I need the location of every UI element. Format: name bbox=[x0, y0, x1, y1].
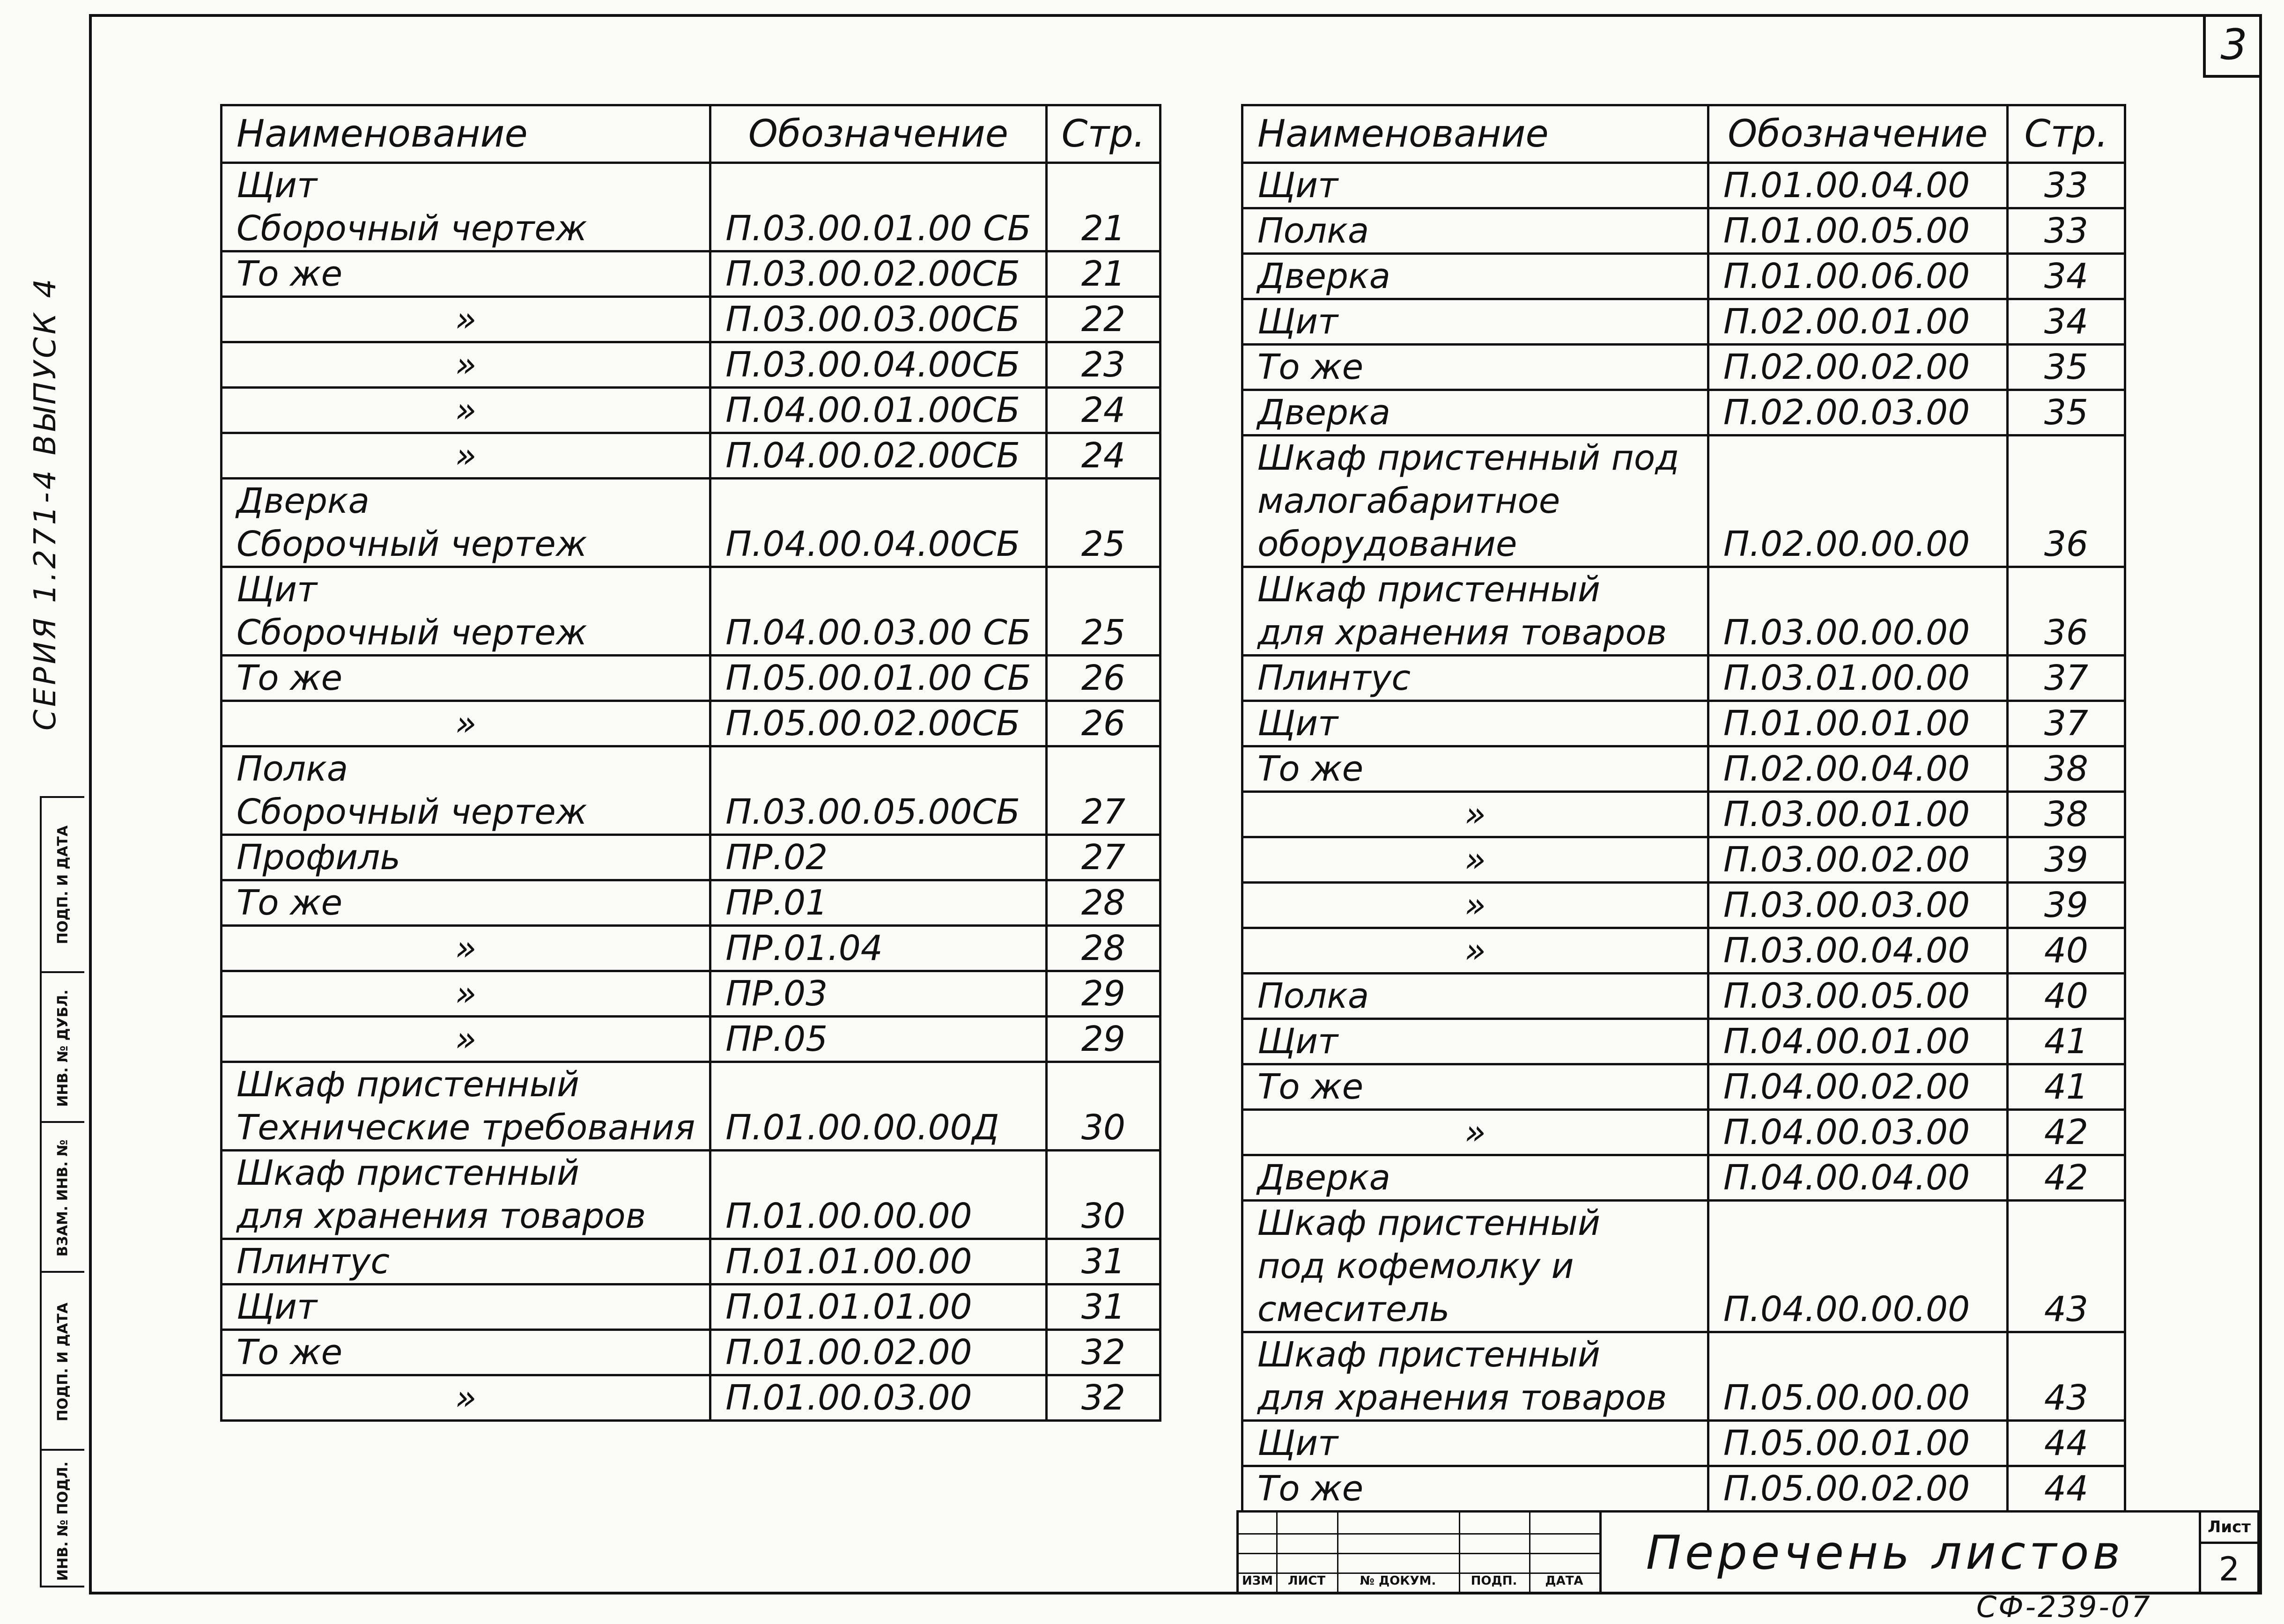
item-page: 22 bbox=[1046, 297, 1160, 342]
item-page: 34 bbox=[2007, 254, 2125, 299]
item-page: 33 bbox=[2007, 208, 2125, 254]
item-page: 28 bbox=[1046, 926, 1160, 971]
item-designation: П.03.00.04.00СБ bbox=[710, 342, 1046, 388]
table-row bbox=[222, 1062, 1160, 1107]
item-designation: П.04.00.03.00 bbox=[1708, 1110, 2007, 1155]
item-name: » bbox=[222, 1375, 710, 1421]
table-row bbox=[222, 790, 1160, 835]
table-row bbox=[222, 656, 1160, 701]
document-code: СФ-239-07 bbox=[1976, 1590, 2152, 1624]
item-designation: П.01.00.00.00Д bbox=[710, 1106, 1046, 1151]
item-name: То же bbox=[1242, 746, 1708, 792]
item-designation bbox=[1708, 1332, 2007, 1377]
item-designation: П.03.00.03.00СБ bbox=[710, 297, 1046, 342]
item-page bbox=[1046, 1151, 1160, 1195]
table-row bbox=[222, 1106, 1160, 1151]
item-page: 33 bbox=[2007, 163, 2125, 208]
item-designation: П.01.00.00.00 bbox=[710, 1195, 1046, 1239]
header-page: Стр. bbox=[1046, 105, 1160, 163]
table-row bbox=[222, 1375, 1160, 1421]
item-name: Полка bbox=[222, 746, 710, 791]
table-row bbox=[222, 523, 1160, 567]
item-name: Профиль bbox=[222, 835, 710, 880]
sheet-value: 2 bbox=[2218, 1550, 2240, 1588]
stamp-label: ИНВ. № ДУБЛ. bbox=[55, 989, 71, 1107]
table-row bbox=[222, 746, 1160, 791]
item-name: » bbox=[1242, 928, 1708, 974]
item-designation: П.01.00.06.00 bbox=[1708, 254, 2007, 299]
item-name: Щит bbox=[1242, 163, 1708, 208]
table-row bbox=[222, 251, 1160, 297]
stamp-label: ВЗАМ. ИНВ. № bbox=[55, 1139, 72, 1257]
sheet-list-table-right bbox=[1241, 104, 2126, 1513]
header-designation: Обозначение bbox=[710, 105, 1046, 163]
item-page: 28 bbox=[1046, 880, 1160, 926]
item-designation: П.05.00.02.00 bbox=[1708, 1466, 2007, 1512]
table-row bbox=[1242, 1155, 2125, 1201]
item-designation: П.04.00.01.00 bbox=[1708, 1019, 2007, 1064]
item-page: 26 bbox=[1046, 656, 1160, 701]
item-page: 31 bbox=[1046, 1284, 1160, 1330]
table-row bbox=[222, 388, 1160, 433]
item-name: Шкаф пристенный bbox=[1242, 567, 1708, 612]
item-name: Шкаф пристенный bbox=[1242, 1201, 1708, 1245]
table-row bbox=[1242, 345, 2125, 390]
item-name: Щит bbox=[222, 1284, 710, 1330]
item-name: для хранения товаров bbox=[1242, 1376, 1708, 1421]
table-row bbox=[1242, 390, 2125, 436]
item-page: 44 bbox=[2007, 1421, 2125, 1466]
item-page: 27 bbox=[1046, 790, 1160, 835]
table-row bbox=[222, 1330, 1160, 1375]
item-name: Технические требования bbox=[222, 1106, 710, 1151]
sheet-list-table-left bbox=[220, 104, 1161, 1422]
item-name: » bbox=[1242, 837, 1708, 883]
item-name: Щит bbox=[1242, 1019, 1708, 1064]
table-row bbox=[222, 342, 1160, 388]
item-page: 40 bbox=[2007, 928, 2125, 974]
item-name: То же bbox=[1242, 345, 1708, 390]
item-name: » bbox=[222, 297, 710, 342]
item-name: » bbox=[222, 971, 710, 1017]
item-name: Дверка bbox=[1242, 254, 1708, 299]
item-designation bbox=[1708, 480, 2007, 523]
item-designation: ПР.02 bbox=[710, 835, 1046, 880]
col-head-date: ДАТА bbox=[1545, 1574, 1583, 1588]
table-row bbox=[222, 1284, 1160, 1330]
header-page: Стр. bbox=[2007, 105, 2125, 163]
item-designation bbox=[1708, 436, 2007, 480]
table-row bbox=[1242, 1421, 2125, 1466]
table-row bbox=[1242, 480, 2125, 523]
item-name: Дверка bbox=[222, 479, 710, 523]
table-row bbox=[222, 479, 1160, 523]
stamp-cell bbox=[42, 1271, 84, 1451]
table-row bbox=[222, 433, 1160, 479]
item-page: 30 bbox=[1046, 1106, 1160, 1151]
item-page: 27 bbox=[1046, 835, 1160, 880]
table-row bbox=[1242, 656, 2125, 701]
item-name: То же bbox=[222, 656, 710, 701]
table-row bbox=[222, 163, 1160, 207]
item-name: Дверка bbox=[1242, 1155, 1708, 1201]
table-row bbox=[1242, 928, 2125, 974]
item-designation: П.03.00.02.00 bbox=[1708, 837, 2007, 883]
table-row bbox=[1242, 701, 2125, 746]
table-row bbox=[1242, 974, 2125, 1019]
item-designation: П.01.01.00.00 bbox=[710, 1239, 1046, 1284]
table-row bbox=[222, 1239, 1160, 1284]
item-designation: ПР.05 bbox=[710, 1017, 1046, 1062]
item-name: Шкаф пристенный bbox=[222, 1151, 710, 1195]
item-designation bbox=[1708, 1245, 2007, 1288]
item-page: 23 bbox=[1046, 342, 1160, 388]
stamp-cell bbox=[42, 1449, 84, 1591]
col-head-signature: ПОДП. bbox=[1471, 1574, 1517, 1588]
item-page: 32 bbox=[1046, 1375, 1160, 1421]
item-page: 44 bbox=[2007, 1466, 2125, 1512]
item-designation: П.03.00.05.00 bbox=[1708, 974, 2007, 1019]
item-page bbox=[2007, 567, 2125, 612]
item-name: под кофемолку и bbox=[1242, 1245, 1708, 1288]
item-designation: П.03.00.02.00СБ bbox=[710, 251, 1046, 297]
item-name: То же bbox=[222, 1330, 710, 1375]
item-designation: П.04.00.03.00 СБ bbox=[710, 611, 1046, 656]
item-name: » bbox=[222, 433, 710, 479]
series-text: СЕРИЯ 1.271-4 ВЫПУСК 4 bbox=[28, 276, 63, 731]
item-designation: П.02.00.04.00 bbox=[1708, 746, 2007, 792]
sheet-label: Лист bbox=[2201, 1513, 2257, 1544]
item-page: 38 bbox=[2007, 746, 2125, 792]
table-row bbox=[1242, 746, 2125, 792]
item-page: 21 bbox=[1046, 207, 1160, 251]
item-designation: П.01.00.03.00 bbox=[710, 1375, 1046, 1421]
item-name: Плинтус bbox=[222, 1239, 710, 1284]
item-designation bbox=[1708, 1201, 2007, 1245]
item-designation: П.05.00.02.00СБ bbox=[710, 701, 1046, 746]
stamp-cell bbox=[42, 971, 84, 1123]
table-row bbox=[1242, 1064, 2125, 1110]
item-designation: П.04.00.00.00 bbox=[1708, 1288, 2007, 1332]
table-row bbox=[222, 880, 1160, 926]
item-designation: П.01.01.01.00 bbox=[710, 1284, 1046, 1330]
table-row bbox=[1242, 1245, 2125, 1288]
stamp-label: ПОДП. И ДАТА bbox=[55, 825, 72, 944]
item-designation: П.05.00.01.00 bbox=[1708, 1421, 2007, 1466]
item-page: 39 bbox=[2007, 883, 2125, 928]
item-designation bbox=[710, 1062, 1046, 1107]
item-page: 42 bbox=[2007, 1155, 2125, 1201]
item-designation: П.04.00.02.00СБ bbox=[710, 433, 1046, 479]
table-row bbox=[222, 926, 1160, 971]
table-row bbox=[1242, 1110, 2125, 1155]
col-head-sheet: ЛИСТ bbox=[1287, 1574, 1326, 1588]
item-page bbox=[2007, 480, 2125, 523]
item-page bbox=[2007, 1201, 2125, 1245]
item-name: Сборочный чертеж bbox=[222, 523, 710, 567]
item-name: » bbox=[222, 926, 710, 971]
item-name: Щит bbox=[1242, 299, 1708, 345]
item-designation: П.01.00.04.00 bbox=[1708, 163, 2007, 208]
item-page: 37 bbox=[2007, 701, 2125, 746]
col-head-change: ИЗМ bbox=[1242, 1574, 1273, 1588]
item-page bbox=[1046, 746, 1160, 791]
item-designation bbox=[710, 567, 1046, 612]
item-designation: П.05.00.00.00 bbox=[1708, 1376, 2007, 1421]
table-row bbox=[1242, 523, 2125, 567]
table-row bbox=[1242, 436, 2125, 480]
table-row bbox=[1242, 837, 2125, 883]
item-page: 42 bbox=[2007, 1110, 2125, 1155]
stamp-cell bbox=[42, 798, 84, 971]
item-name: Шкаф пристенный под bbox=[1242, 436, 1708, 480]
item-designation: П.04.00.01.00СБ bbox=[710, 388, 1046, 433]
item-page: 24 bbox=[1046, 388, 1160, 433]
stamp-cell bbox=[42, 1121, 84, 1273]
table-row bbox=[1242, 611, 2125, 656]
item-page bbox=[2007, 436, 2125, 480]
item-page: 40 bbox=[2007, 974, 2125, 1019]
item-designation: П.01.00.02.00 bbox=[710, 1330, 1046, 1375]
item-designation: П.02.00.01.00 bbox=[1708, 299, 2007, 345]
item-page: 35 bbox=[2007, 390, 2125, 436]
item-name: » bbox=[1242, 1110, 1708, 1155]
table-row bbox=[222, 297, 1160, 342]
item-page: 43 bbox=[2007, 1376, 2125, 1421]
item-page bbox=[2007, 1245, 2125, 1288]
item-designation bbox=[710, 479, 1046, 523]
item-designation: П.01.00.01.00 bbox=[1708, 701, 2007, 746]
item-page: 31 bbox=[1046, 1239, 1160, 1284]
table-row bbox=[222, 971, 1160, 1017]
item-designation: П.03.01.00.00 bbox=[1708, 656, 2007, 701]
title-block bbox=[1236, 1510, 2260, 1594]
item-name: Щит bbox=[222, 567, 710, 612]
item-name: малогабаритное bbox=[1242, 480, 1708, 523]
item-name: » bbox=[222, 342, 710, 388]
item-designation: ПР.03 bbox=[710, 971, 1046, 1017]
table-row bbox=[1242, 254, 2125, 299]
revision-column-heads bbox=[1239, 1570, 1599, 1592]
item-name: для хранения товаров bbox=[1242, 611, 1708, 656]
item-name: Сборочный чертеж bbox=[222, 790, 710, 835]
item-name: То же bbox=[1242, 1466, 1708, 1512]
item-page: 41 bbox=[2007, 1064, 2125, 1110]
item-page: 29 bbox=[1046, 971, 1160, 1017]
item-name: оборудование bbox=[1242, 523, 1708, 567]
item-page: 32 bbox=[1046, 1330, 1160, 1375]
table-row bbox=[222, 567, 1160, 612]
header-designation: Обозначение bbox=[1708, 105, 2007, 163]
item-designation: П.04.00.04.00 bbox=[1708, 1155, 2007, 1201]
item-name: » bbox=[1242, 883, 1708, 928]
item-designation: П.03.00.01.00 СБ bbox=[710, 207, 1046, 251]
item-name: То же bbox=[222, 251, 710, 297]
item-name: Дверка bbox=[1242, 390, 1708, 436]
item-page: 38 bbox=[2007, 792, 2125, 837]
item-page: 37 bbox=[2007, 656, 2125, 701]
item-page bbox=[1046, 479, 1160, 523]
item-designation: П.03.00.04.00 bbox=[1708, 928, 2007, 974]
stamp-label: ПОДП. И ДАТА bbox=[55, 1302, 72, 1421]
table-row bbox=[1242, 1019, 2125, 1064]
sheet-box bbox=[2199, 1513, 2257, 1592]
item-page bbox=[1046, 567, 1160, 612]
item-page: 25 bbox=[1046, 523, 1160, 567]
item-name: Щит bbox=[1242, 701, 1708, 746]
item-page bbox=[1046, 163, 1160, 207]
item-designation: П.05.00.01.00 СБ bbox=[710, 656, 1046, 701]
item-designation bbox=[710, 746, 1046, 791]
item-page: 25 bbox=[1046, 611, 1160, 656]
item-page: 26 bbox=[1046, 701, 1160, 746]
approval-stamp-strip bbox=[40, 796, 84, 1587]
table-row bbox=[1242, 1288, 2125, 1332]
item-page: 35 bbox=[2007, 345, 2125, 390]
item-designation: П.03.00.01.00 bbox=[1708, 792, 2007, 837]
table-row bbox=[1242, 208, 2125, 254]
document-title: Перечень листов bbox=[1646, 1525, 2124, 1580]
item-page bbox=[1046, 1062, 1160, 1107]
item-designation: П.02.00.02.00 bbox=[1708, 345, 2007, 390]
item-page: 36 bbox=[2007, 523, 2125, 567]
item-designation: П.02.00.00.00 bbox=[1708, 523, 2007, 567]
item-name: смеситель bbox=[1242, 1288, 1708, 1332]
item-name: Шкаф пристенный bbox=[1242, 1332, 1708, 1377]
table-row bbox=[222, 701, 1160, 746]
item-designation: П.01.00.05.00 bbox=[1708, 208, 2007, 254]
item-name: для хранения товаров bbox=[222, 1195, 710, 1239]
table-row bbox=[222, 207, 1160, 251]
table-row bbox=[1242, 299, 2125, 345]
item-page: 30 bbox=[1046, 1195, 1160, 1239]
item-name: То же bbox=[222, 880, 710, 926]
item-designation bbox=[710, 1151, 1046, 1195]
sheet-number: 3 bbox=[2203, 14, 2262, 78]
item-page: 24 bbox=[1046, 433, 1160, 479]
table-row bbox=[222, 1151, 1160, 1195]
item-name: Сборочный чертеж bbox=[222, 207, 710, 251]
item-name: » bbox=[222, 701, 710, 746]
item-designation: П.04.00.04.00СБ bbox=[710, 523, 1046, 567]
item-name: Сборочный чертеж bbox=[222, 611, 710, 656]
table-row bbox=[1242, 792, 2125, 837]
item-page: 34 bbox=[2007, 299, 2125, 345]
table-row bbox=[1242, 1376, 2125, 1421]
stamp-label: ИНВ. № ПОДЛ. bbox=[55, 1461, 72, 1581]
item-designation: П.03.00.00.00 bbox=[1708, 611, 2007, 656]
table-row bbox=[222, 835, 1160, 880]
item-page bbox=[2007, 1332, 2125, 1377]
col-head-document: № ДОКУМ. bbox=[1360, 1574, 1436, 1588]
item-designation: П.02.00.03.00 bbox=[1708, 390, 2007, 436]
item-designation: ПР.01 bbox=[710, 880, 1046, 926]
item-name: Плинтус bbox=[1242, 656, 1708, 701]
item-name: Щит bbox=[222, 163, 710, 207]
item-name: » bbox=[1242, 792, 1708, 837]
item-page: 43 bbox=[2007, 1288, 2125, 1332]
header-name: Наименование bbox=[1242, 105, 1708, 163]
item-designation: П.03.00.03.00 bbox=[1708, 883, 2007, 928]
table-row bbox=[1242, 1466, 2125, 1512]
item-page: 36 bbox=[2007, 611, 2125, 656]
item-name: » bbox=[222, 1017, 710, 1062]
item-designation: П.03.00.05.00СБ bbox=[710, 790, 1046, 835]
table-row bbox=[1242, 567, 2125, 612]
item-page: 21 bbox=[1046, 251, 1160, 297]
table-row bbox=[222, 611, 1160, 656]
table-row bbox=[1242, 1332, 2125, 1377]
table-row bbox=[222, 1195, 1160, 1239]
item-page: 29 bbox=[1046, 1017, 1160, 1062]
item-name: То же bbox=[1242, 1064, 1708, 1110]
table-row bbox=[222, 1017, 1160, 1062]
item-designation bbox=[1708, 567, 2007, 612]
item-page: 41 bbox=[2007, 1019, 2125, 1064]
item-designation: ПР.01.04 bbox=[710, 926, 1046, 971]
item-name: Полка bbox=[1242, 208, 1708, 254]
item-page: 39 bbox=[2007, 837, 2125, 883]
item-name: » bbox=[222, 388, 710, 433]
item-designation bbox=[710, 163, 1046, 207]
item-name: Полка bbox=[1242, 974, 1708, 1019]
item-name: Шкаф пристенный bbox=[222, 1062, 710, 1107]
table-row bbox=[1242, 1201, 2125, 1245]
table-row bbox=[1242, 163, 2125, 208]
table-row bbox=[1242, 883, 2125, 928]
item-designation: П.04.00.02.00 bbox=[1708, 1064, 2007, 1110]
item-name: Щит bbox=[1242, 1421, 1708, 1466]
header-name: Наименование bbox=[222, 105, 710, 163]
